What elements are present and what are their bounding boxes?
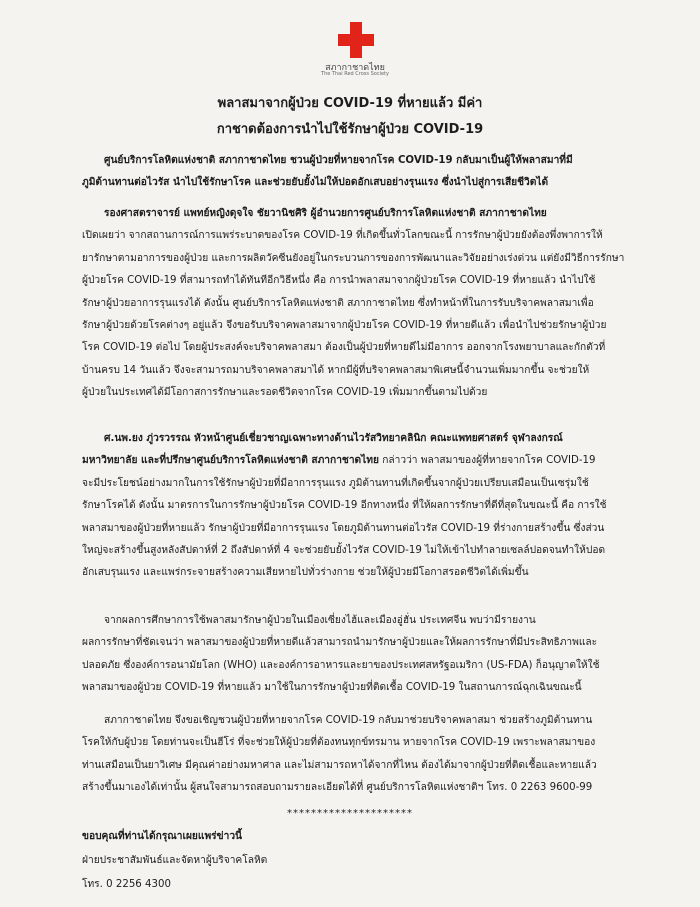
affiliation-rest: กล่าวว่า พลาสมาของผู้ที่หายจากโรค COVID-19 <box>378 455 596 467</box>
paragraph-line: สภากาชาดไทย จึงขอเชิญชวนผู้ป่วยที่หายจากโรค COVID-19 กลับมาช่วยบริจาคพลาสมา ช่วยสร้างภูมิต้านทาน <box>104 715 593 726</box>
paragraph-line: โรคให้กับผู้ป่วย โดยท่านจะเป็นฮีโร่ ที่จะช่วยให้ผู้ป่วยที่ต้องทนทุกข์ทรมาน หายจากโรค COVID-19 เพราะพลาสมาของ <box>82 737 596 749</box>
paragraph-line: รองศาสตราจารย์ แพทย์หญิงดุจใจ ชัยวานิชศิริ ผู้อำนวยการศูนย์บริการโลหิตแห่งชาติ สภากาชาดไทย <box>104 208 547 219</box>
paragraph-line: รักษาโรคได้ ดังนั้น มาตรการในการรักษาผู้ป่วยโรค COVID-19 อีกทางหนึ่ง ที่ให้ผลการรักษาที่ดีที่สุดในขณะนี้ คือ การใช้ <box>82 500 607 512</box>
headline-line-2: กาชาดต้องการนำไปใช้รักษาผู้ป่วย COVID-19 <box>216 122 484 137</box>
paragraph-1 <box>82 203 658 405</box>
paragraph-line: รักษาผู้ป่วยอาการรุนแรงได้ ดังนั้น ศูนย์บริการโลหิตแห่งชาติ สภากาชาดไทย ซึ่งทำหน้าที่ในการรับบริจาคพลาสมาเพื่อ <box>82 297 594 309</box>
paragraph-line: ศ.นพ.ยง ภู่วรวรรณ หัวหน้าศูนย์เชี่ยวชาญเฉพาะทางด้านไวรัสวิทยาคลินิก คณะแพทยศาสตร์ จุฬาลงกรณ์ <box>104 433 563 444</box>
paragraph-line: ปลอดภัย ซึ่งองค์การอนามัยโลก (WHO) และองค์การอาหารและยาของประเทศสหรัฐอเมริกา (US-FDA) ก็อนุญาตให้ใช้ <box>82 659 600 671</box>
headline-line-1: พลาสมาจากผู้ป่วย COVID-19 ที่หายแล้ว มีค่า <box>217 96 483 111</box>
intro-line: ภูมิต้านทานต่อไวรัส นำไปใช้รักษาโรค และช่วยยับยั้งไม่ให้ปอดอักเสบอย่างรุนแรง ซึ่งนำไปสู่การเสียชีวิตได้ <box>82 177 549 189</box>
paragraph-line: พลาสมาของผู้ป่วย COVID-19 ที่หายแล้ว มาใช้ในการรักษาผู้ป่วยที่ติดเชื้อ COVID-19 ในสถานการณ์ฉุกเฉินขณะนี้ <box>82 682 582 694</box>
paragraph-line: อักเสบรุนแรง และแพร่กระจายสร้างความเสียหายไปทั่วร่างกาย ช่วยให้ผู้ป่วยมีโอกาสรอดชีวิตได้เพิ่มขึ้น <box>82 567 529 579</box>
paragraph-line: ยารักษาตามอาการของผู้ป่วย และการผลิตวัคซีนยังอยู่ในกระบวนการของการพัฒนาและวิจัยอย่างเร่งด่วน แต่ยังมีวิธีการรักษา <box>82 252 625 264</box>
paragraph-line: ท่านเสมือนเป็นยาวิเศษ มีคุณค่าอย่างมหาศาล และไม่สามารถหาได้จากที่ไหน ต้องได้มาจากผู้ป่วยที่ติดเชื้อและหายแล้ว <box>82 759 597 771</box>
paragraph-3 <box>82 610 658 700</box>
intro-line: ศูนย์บริการโลหิตแห่งชาติ สภากาชาดไทย ชวนผู้ป่วยที่หายจากโรค COVID-19 กลับมาเป็นผู้ให้พลาสมาที่มี <box>104 155 573 166</box>
paragraph-2 <box>82 428 658 585</box>
footer-department: ฝ่ายประชาสัมพันธ์และจัดหาผู้บริจาคโลหิต <box>82 855 268 866</box>
paragraph-line: สร้างขึ้นมาเองได้เท่านั้น ผู้สนใจสามารถสอบถามรายละเอียดได้ที่ ศูนย์บริการโลหิตแห่งชาติฯ โทร. 0 2263 9600-99 <box>82 782 593 794</box>
paragraph-line: รักษาผู้ป่วยด้วยโรคต่างๆ อยู่แล้ว จึงขอรับบริจาคพลาสมาจากผู้ป่วยโรค COVID-19 ที่หายดีแล้ว เพื่อนำไปช่วยรักษาผู้ป่วย <box>82 320 607 332</box>
paragraph-line <box>82 450 658 472</box>
intro-paragraph <box>82 150 658 195</box>
paragraph-line: ใหญ่จะสร้างขึ้นสูงหลังสัปดาห์ที่ 2 ถึงสัปดาห์ที่ 4 จะช่วยยับยั้งไวรัส COVID-19 ไม่ให้เข้าไปทำลายเซลล์ปอดจนทำให้ปอด <box>82 545 606 557</box>
logo <box>305 20 425 80</box>
paragraph-line: ผู้ป่วยในประเทศได้มีโอกาสการรักษาและรอดชีวิตจากโรค COVID-19 เพิ่มมากขึ้นตามไปด้วย <box>82 387 488 399</box>
paragraph-line: บ้านครบ 14 วันแล้ว จึงจะสามารถมาบริจาคพลาสมาได้ หากมีผู้ที่บริจาคพลาสมาพิเศษนี้จำนวนเพิ่มมากขึ้น จะช่วยให้ <box>82 364 590 376</box>
paragraph-line: จากผลการศึกษาการใช้พลาสมารักษาผู้ป่วยในเมืองเซี่ยงไฮ้และเมืองอู่ฮั่น ประเทศจีน พบว่ามีรายงาน <box>104 615 536 626</box>
logo-name-en: The Thai Red Cross Society <box>321 71 389 77</box>
separator: ********************* <box>287 808 413 819</box>
paragraph-4 <box>82 710 658 800</box>
paragraph-line: โรค COVID-19 ต่อไป โดยผู้ประสงค์จะบริจาคพลาสมา ต้องเป็นผู้ป่วยที่หายดีไม่มีอาการ ออกจากโรงพยาบาลและกักตัวที่ <box>82 342 606 354</box>
paragraph-line: ผลการรักษาที่ชัดเจนว่า พลาสมาของผู้ป่วยที่หายดีแล้วสามารถนำมารักษาผู้ป่วยและให้ผลการรักษาที่มีประสิทธิภาพและ <box>82 637 598 649</box>
red-cross-icon <box>338 22 374 58</box>
paragraph-line: ผู้ป่วยโรค COVID-19 ที่สามารถทำได้ทันทีอีกวิธีหนึ่ง คือ การนำพลาสมาจากผู้ป่วยโรค COVID-19 ที่หายแล้ว นำไปใช้ <box>82 275 596 287</box>
paragraph-line: พลาสมาของผู้ป่วยที่หายแล้ว รักษาผู้ป่วยที่มีอาการรุนแรง โดยภูมิต้านทานต่อไวรัส COVID-19 ที่ร่างกายสร้างขึ้น ซึ่งส่วน <box>82 522 605 534</box>
affiliation-bold: มหาวิทยาลัย และที่ปรึกษาศูนย์บริการโลหิตแห่งชาติ สภากาชาดไทย <box>82 455 379 467</box>
paragraph-line: จะมีประโยชน์อย่างมากในการใช้รักษาผู้ป่วยที่มีอาการรุนแรง ภูมิต้านทานที่เกิดขึ้นจากผู้ป่วยเปรียบเสมือนเป็นเซรุ่มใช้ <box>82 477 589 489</box>
footer-phone: โทร. 0 2256 4300 <box>82 879 171 890</box>
paragraph-line: เปิดเผยว่า จากสถานการณ์การแพร่ระบาดของโรค COVID-19 ที่เกิดขึ้นทั่วโลกขณะนี้ การรักษาผู้ป่วยยังต้องพึ่งพาการให้ <box>82 230 603 242</box>
logo-name-th: สภากาชาดไทย <box>325 63 385 73</box>
footer-thanks: ขอบคุณที่ท่านได้กรุณาเผยแพร่ข่าวนี้ <box>82 831 243 842</box>
